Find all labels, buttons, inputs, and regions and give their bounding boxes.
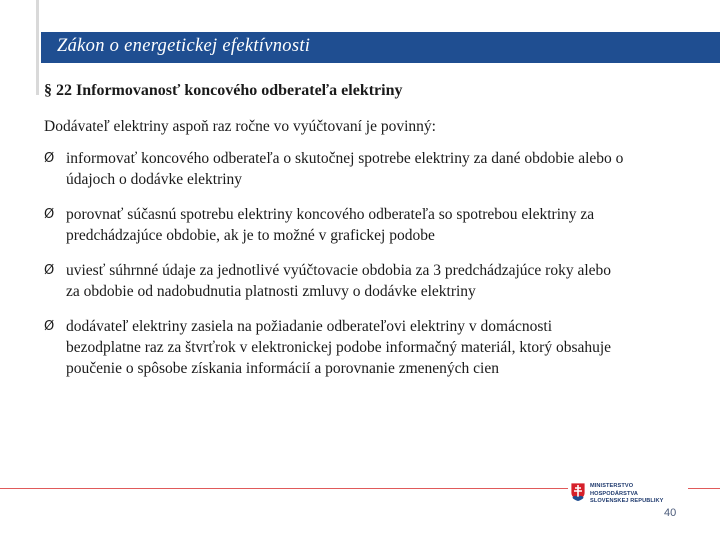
bullet-list [44, 148, 720, 393]
bullet-arrow-icon: Ø [44, 207, 55, 222]
slovak-coat-of-arms-icon [570, 482, 586, 502]
logo-line-3: SLOVENSKEJ REPUBLIKY [590, 498, 664, 505]
title-bar [41, 32, 720, 63]
bullet-text-line: dodávateľ elektriny zasiela na požiadanie odberateľovi elektriny v domácnosti [66, 318, 553, 335]
bullet-text-line: predchádzajúce obdobie, ak je to možné v grafickej podobe [66, 227, 435, 244]
bullet-text-line: za obdobie od nadobudnutia platnosti zmluvy o dodávke elektriny [66, 283, 476, 300]
page-number: 40 [664, 507, 677, 519]
bullet-arrow-icon: Ø [44, 319, 55, 334]
bullet-arrow-icon: Ø [44, 263, 55, 278]
intro-text: Dodávateľ elektriny aspoň raz ročne vo vyúčtovaní je povinný: [44, 118, 436, 135]
bullet-text-line: údajoch o dodávke elektriny [66, 171, 243, 188]
bullet-item [44, 204, 720, 246]
logo-line-2: HOSPODÁRSTVA [590, 490, 639, 497]
slide-title: Zákon o energetickej efektívnosti [57, 36, 311, 56]
bullet-item [44, 260, 720, 302]
left-accent-rule [36, 0, 39, 95]
bullet-text-line: porovnať súčasnú spotrebu elektriny koncového odberateľa so spotrebou elektriny za [66, 206, 595, 223]
bullet-text-line: bezodplatne raz za štvrťrok v elektronickej podobe informačný materiál, ktorý obsahuje [66, 339, 612, 356]
bullet-arrow-icon: Ø [44, 151, 55, 166]
bullet-text-line: informovať koncového odberateľa o skutočnej spotrebe elektriny za dané obdobie alebo o [66, 150, 624, 167]
bullet-text-line: poučenie o spôsobe získania informácií a porovnanie zmenených cien [66, 360, 499, 377]
bullet-text-line: uviesť súhrnné údaje za jednotlivé vyúčtovacie obdobia za 3 predchádzajúce roky alebo [66, 262, 612, 279]
bullet-item [44, 316, 720, 379]
bullet-item [44, 148, 720, 190]
logo-line-1: MINISTERSTVO [590, 483, 634, 489]
section-heading: § 22 Informovanosť koncového odberateľa elektriny [44, 82, 403, 99]
